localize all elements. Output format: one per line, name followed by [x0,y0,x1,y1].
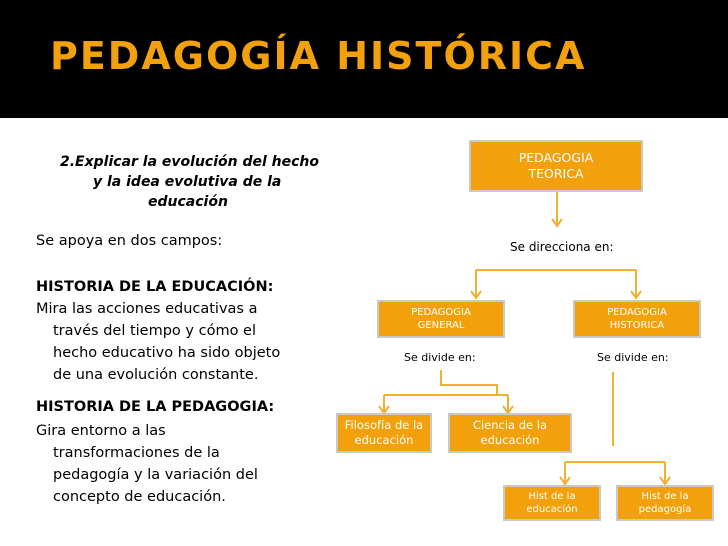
page-title: PEDAGOGÍA HISTÓRICA [50,34,587,78]
label-se-divide-general: Se divide en: [404,351,476,364]
node-text: HISTORICA [609,320,665,331]
section-line: través del tiempo y cómo el [53,323,256,339]
node-text: Hist de la [528,491,576,502]
node-text: GENERAL [417,320,465,331]
section-line: transformaciones de la [53,445,220,461]
section-heading-education: HISTORIA DE LA EDUCACIÓN: [36,279,274,295]
node-text: PEDAGOGIA [518,150,594,165]
label-se-divide-historica: Se divide en: [597,351,669,364]
section-line: hecho educativo ha sido objeto [53,345,281,361]
connector-general-down [441,370,497,395]
objective-line-1: 2.Explicar la evolución del hecho [60,154,320,170]
label-se-direcciona: Se direcciona en: [510,240,614,254]
node-filosofia-educacion [336,413,432,453]
objective-line-2: y la idea evolutiva de la [93,174,282,190]
node-text: Ciencia de la [472,418,548,432]
node-text: educación [480,433,540,447]
node-text: PEDAGOGIA [411,307,471,318]
section-line: de una evolución constante. [53,367,259,383]
section-line: pedagogía y la variación del [53,467,258,483]
node-text: Filosofía de la [344,418,424,432]
node-text: TEORICA [528,166,584,181]
node-pedagogia-teorica [469,140,643,192]
node-hist-pedagogia [616,485,714,521]
intro-text: Se apoya en dos campos: [36,233,223,249]
node-text: pedagogía [638,504,692,515]
section-line: concepto de educación. [53,489,226,505]
node-text: educación [354,433,414,447]
section-line: Mira las acciones educativas a [36,301,258,317]
node-pedagogia-general [377,300,505,338]
section-heading-pedagogy: HISTORIA DE LA PEDAGOGIA: [36,399,275,415]
node-hist-educacion [503,485,601,521]
node-text: Hist de la [641,491,689,502]
section-line: Gira entorno a las [36,423,166,439]
node-text: educación [526,504,578,515]
node-pedagogia-historica [573,300,701,338]
node-text: PEDAGOGIA [607,307,667,318]
node-ciencia-educacion [448,413,572,453]
objective-line-3: educación [148,194,228,210]
